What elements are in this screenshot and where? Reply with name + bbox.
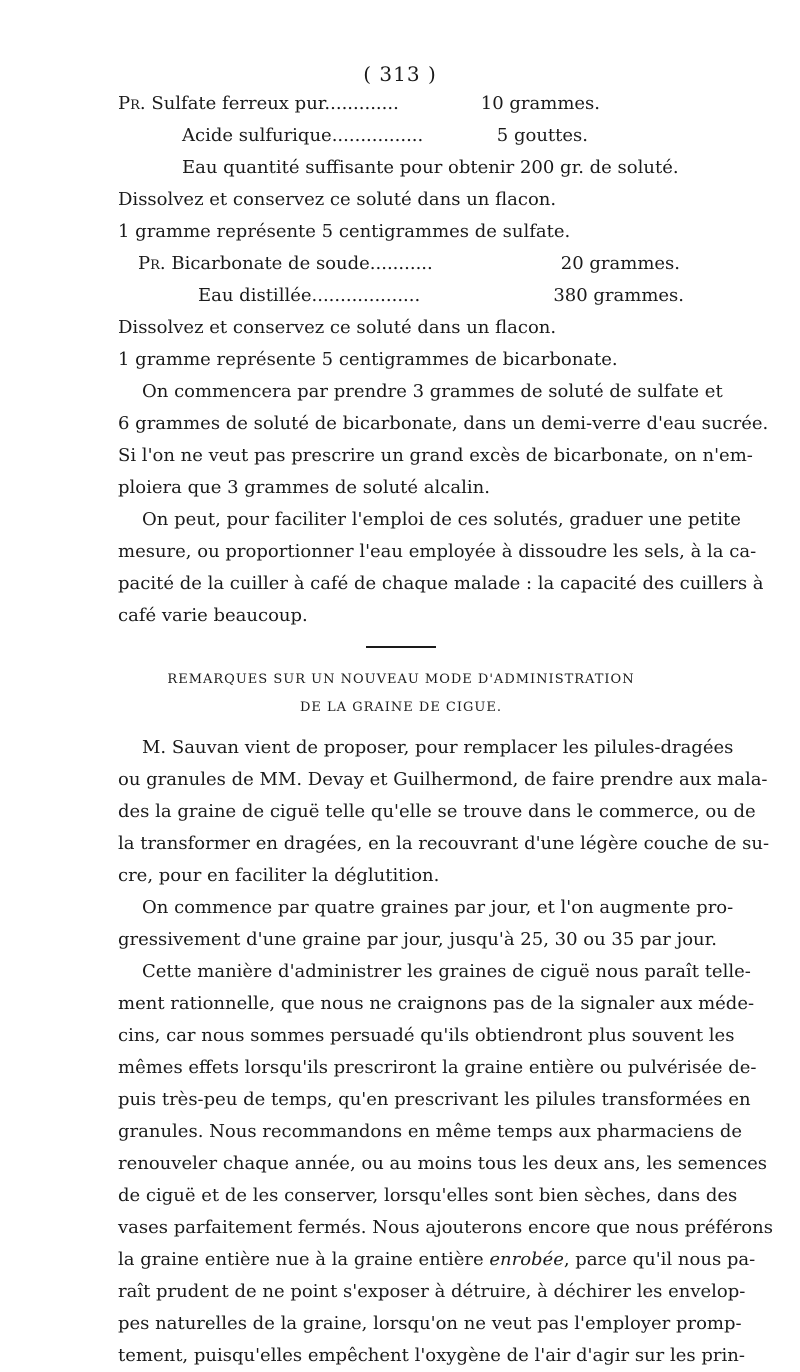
paragraph-line: ploiera que 3 grammes de soluté alcalin. bbox=[118, 477, 490, 498]
paragraph-line: des la graine de ciguë telle qu'elle se trouve dans le commerce, ou de bbox=[118, 801, 756, 822]
paragraph-line: Si l'on ne veut pas prescrire un grand excès de bicarbonate, on n'em- bbox=[118, 445, 753, 466]
paragraph-line: On peut, pour faciliter l'emploi de ces solutés, graduer une petite bbox=[142, 509, 741, 530]
paragraph-line: mesure, ou proportionner l'eau employée à dissoudre les sels, à la ca- bbox=[118, 541, 757, 562]
paragraph-line: ment rationnelle, que nous ne craignons pas de la signaler aux méde- bbox=[118, 993, 755, 1014]
page-number: ( 313 ) bbox=[363, 62, 437, 86]
paragraph-line: renouveler chaque année, ou au moins tous les deux ans, les semences bbox=[118, 1153, 767, 1174]
paragraph-line: 6 grammes de soluté de bicarbonate, dans un demi-verre d'eau sucrée. bbox=[118, 413, 769, 434]
recipe2-qty: 380 grammes. bbox=[553, 285, 684, 306]
recipe1-eau: Eau quantité suffisante pour obtenir 200 gr. de soluté. bbox=[182, 157, 679, 178]
paragraph-line: ou granules de MM. Devay et Guilhermond, de faire prendre aux mala- bbox=[118, 769, 768, 790]
paragraph-line: On commence par quatre graines par jour, et l'on augmente pro- bbox=[142, 897, 734, 918]
recipe1-row bbox=[118, 88, 684, 120]
recipe1-row bbox=[118, 120, 684, 152]
section-heading-line2: DE LA GRAINE DE CIGUE. bbox=[300, 700, 502, 715]
paragraph-line: pacité de la cuiller à café de chaque malade : la capacité des cuillers à bbox=[118, 573, 764, 594]
recipe2-row bbox=[118, 280, 684, 312]
recipe1-qty: 5 gouttes. bbox=[496, 125, 588, 146]
recipe1-item: Acide sulfurique................ bbox=[182, 125, 424, 146]
recipe2-represent: 1 gramme représente 5 centigrammes de bicarbonate. bbox=[118, 349, 618, 370]
paragraph-line: café varie beaucoup. bbox=[118, 605, 308, 626]
paragraph-line: On commencera par prendre 3 grammes de soluté de sulfate et bbox=[142, 381, 723, 402]
recipe1-item: Sulfate ferreux pur............. bbox=[151, 93, 399, 114]
paragraph-line: M. Sauvan vient de proposer, pour remplacer les pilules-dragées bbox=[142, 737, 734, 758]
paragraph-line: puis très-peu de temps, qu'en prescrivant les pilules transformées en bbox=[118, 1089, 751, 1110]
paragraph-line: cins, car nous sommes persuadé qu'ils obtiendront plus souvent les bbox=[118, 1025, 735, 1046]
page-body bbox=[118, 88, 773, 1372]
recipe2-qty: 20 grammes. bbox=[560, 253, 680, 274]
recipe2-item: Bicarbonate de soude........... bbox=[171, 253, 433, 274]
paragraph-line: raît prudent de ne point s'exposer à détruire, à déchirer les envelop- bbox=[118, 1281, 746, 1302]
paragraph-line: tement, puisqu'elles empêchent l'oxygène de l'air d'agir sur les prin- bbox=[118, 1345, 745, 1366]
recipe2-item: Eau distillée................... bbox=[198, 285, 421, 306]
recipe1-represent: 1 gramme représente 5 centigrammes de sulfate. bbox=[118, 221, 571, 242]
paragraph-line: pes naturelles de la graine, lorsqu'on ne veut pas l'employer promp- bbox=[118, 1313, 742, 1334]
paragraph-line: la transformer en dragées, en la recouvrant d'une légère couche de su- bbox=[118, 833, 770, 854]
recipe2-dissolve: Dissolvez et conservez ce soluté dans un flacon. bbox=[118, 317, 557, 338]
paragraph-line: mêmes effets lorsqu'ils prescriront la graine entière ou pulvérisée de- bbox=[118, 1057, 757, 1078]
recipe1-dissolve: Dissolvez et conservez ce soluté dans un flacon. bbox=[118, 189, 557, 210]
paragraph-line: Cette manière d'administrer les graines de ciguë nous paraît telle- bbox=[142, 961, 751, 982]
recipe1-qty: 10 grammes. bbox=[480, 93, 600, 114]
recipe2-row bbox=[118, 248, 684, 280]
paragraph-line: gressivement d'une graine par jour, jusqu'à 25, 30 ou 35 par jour. bbox=[118, 929, 717, 950]
recipe2-pr: Pr. bbox=[138, 253, 166, 274]
italic-word: enrobée bbox=[489, 1249, 564, 1270]
recipe1-pr: Pr. bbox=[118, 93, 146, 114]
paragraph-line: la graine entière nue à la graine entière enrobée, parce qu'il nous pa- bbox=[118, 1249, 756, 1270]
section-heading-line1: REMARQUES SUR UN NOUVEAU MODE D'ADMINISTRATION bbox=[167, 672, 635, 687]
paragraph-line: cre, pour en faciliter la déglutition. bbox=[118, 865, 440, 886]
paragraph-line: de ciguë et de les conserver, lorsqu'elles sont bien sèches, dans des bbox=[118, 1185, 738, 1206]
paragraph-line: granules. Nous recommandons en même temps aux pharmaciens de bbox=[118, 1121, 743, 1142]
section-divider bbox=[366, 646, 436, 648]
paragraph-line: vases parfaitement fermés. Nous ajouterons encore que nous préférons bbox=[118, 1217, 773, 1238]
